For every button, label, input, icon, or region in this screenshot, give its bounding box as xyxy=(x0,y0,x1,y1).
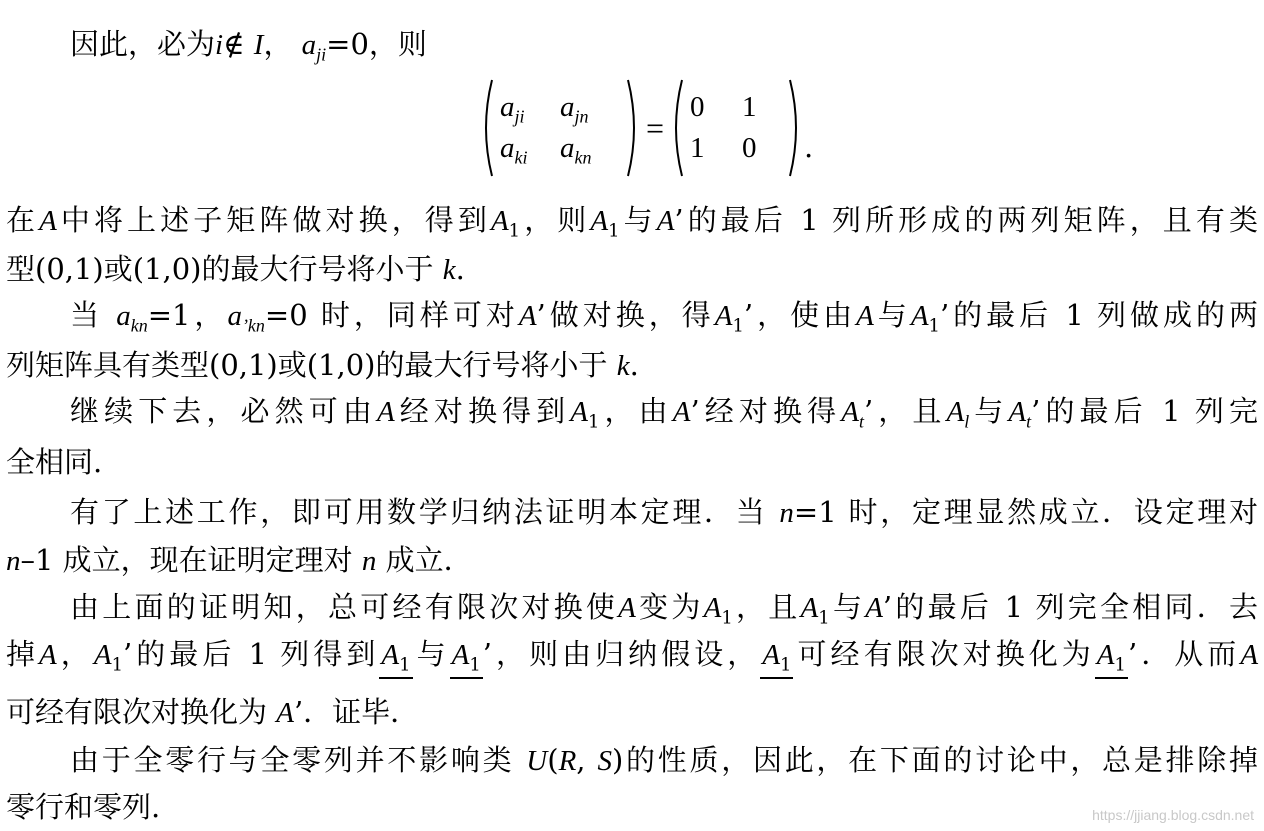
cell: $a_{jn}$ xyxy=(560,91,589,127)
para-2-line-1: 在A中将上述子矩阵做对换，得到$A_1$，则$A_1$与A’的最后 1 列所形成的两列矩阵，且有类 xyxy=(6,203,1258,242)
text: 因此，必为 xyxy=(70,27,216,61)
underlined-term: $A_1$ xyxy=(1095,637,1128,679)
math-a: a xyxy=(301,29,317,61)
underlined-term: $A_1$ xyxy=(450,637,483,679)
text: =0，则 xyxy=(326,27,427,61)
left-paren-2 xyxy=(668,78,684,178)
para-2-line-2: 型(0,1)或(1,0)的最大行号将小于 k. xyxy=(6,252,465,286)
right-paren-2 xyxy=(788,78,804,178)
para-5-line-2: n–1 成立，现在证明定理对 n 成立． xyxy=(6,543,473,577)
cell: 0 xyxy=(690,91,705,123)
text: ， xyxy=(263,27,293,61)
underlined-term: $A_1$ xyxy=(760,637,793,679)
math-I: I xyxy=(253,29,264,61)
para-7-line-2: 零行和零列. xyxy=(6,790,161,824)
cell: $a_{ji}$ xyxy=(500,91,525,127)
subscript: ji xyxy=(316,44,327,65)
para-3-line-1: 当 $a_{kn}=1$，$a_{’kn}=0$ 时，同样可对A’做对换，得$A_1$’，使由A与$A_1$’的最后 1 列做成的两 xyxy=(70,298,1259,337)
para-5-line-1: 有了上述工作，即可用数学归纳法证明本定理．当 n=1 时，定理显然成立．设定理对 xyxy=(70,495,1258,529)
cell: $a_{kn}$ xyxy=(560,132,592,168)
para-6-line-2: 掉A，$A_1$’的最后 1 列得到$A_1$与$A_1$’，则由归纳假设，$A_1$可经有限次对换化为$A_1$’．从而A xyxy=(6,632,1258,673)
para-6-line-3: 可经有限次对换化为 A’．证毕． xyxy=(6,695,420,729)
right-paren-1 xyxy=(626,78,642,178)
cell: 1 xyxy=(742,91,757,123)
underlined-term: $A_1$ xyxy=(379,637,412,679)
left-paren-1 xyxy=(478,78,494,178)
para-4-line-1: 继续下去，必然可由A经对换得到$A_1$，由A’经对换得$A_t$’，且$A_l$与$A_t$’的最后 1 列完 xyxy=(70,394,1258,433)
para-1-line-1 xyxy=(70,22,427,63)
math-i: i xyxy=(215,29,224,61)
left-matrix xyxy=(494,91,626,168)
period: . xyxy=(804,130,814,164)
para-3-line-2: 列矩阵具有类型(0,1)或(1,0)的最大行号将小于 k. xyxy=(6,348,639,382)
para-4-line-2: 全相同. xyxy=(6,445,103,479)
cell: $a_{ki}$ xyxy=(500,132,528,168)
cell: 0 xyxy=(742,132,757,164)
para-7-line-1: 由于全零行与全零列并不影响类 U(R, S)的性质，因此，在下面的讨论中，总是排除掉 xyxy=(70,743,1259,777)
cell: 1 xyxy=(690,132,705,164)
para-6-line-1: 由上面的证明知，总可经有限次对换使A变为$A_1$，且$A_1$与A’的最后 1 列完全相同．去 xyxy=(70,590,1258,629)
right-matrix xyxy=(684,91,788,165)
not-in-symbol: ∉ xyxy=(223,27,245,61)
matrix-equation xyxy=(478,78,813,178)
watermark: https://jjiang.blog.csdn.net xyxy=(1092,807,1254,823)
equals-sign: = xyxy=(646,109,665,146)
